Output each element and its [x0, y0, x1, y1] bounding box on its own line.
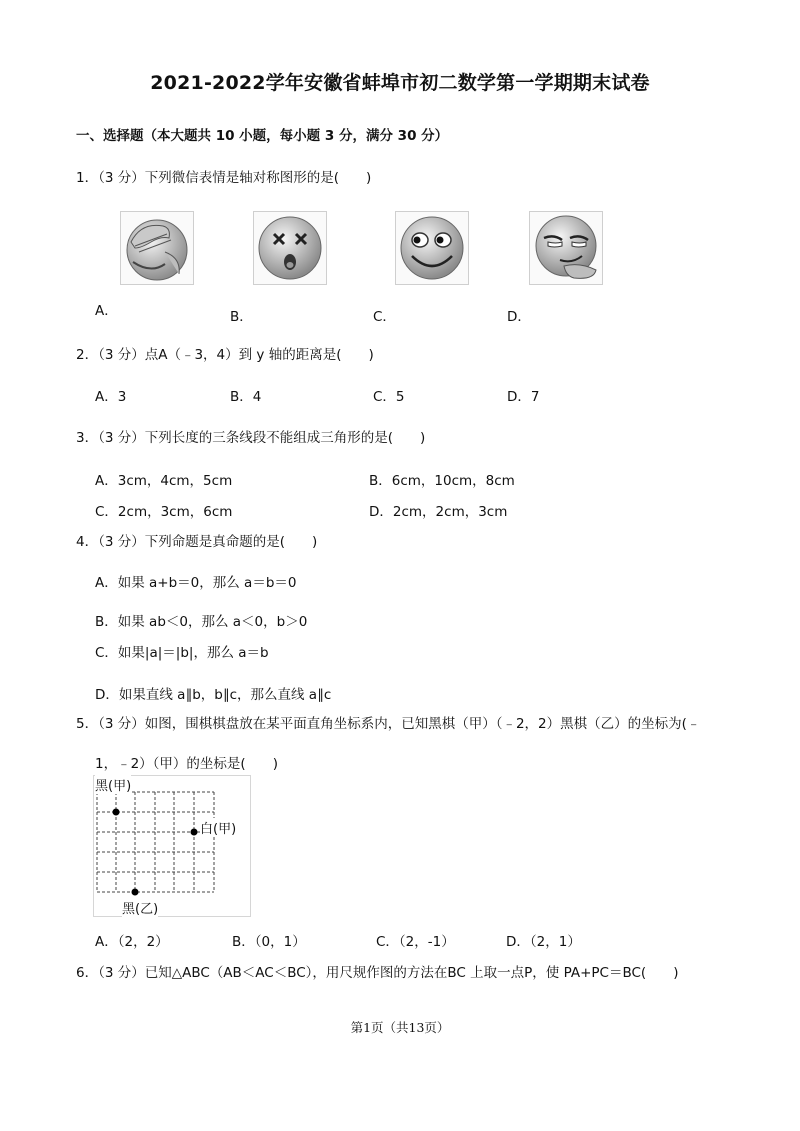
question-6-stem: 6．（3 分）已知△ABC（AB＜AC＜BC），用尺规作图的方法在BC 上取一点P，使 PA+PC＝BC( ): [76, 965, 679, 981]
black-stone-b: [132, 889, 139, 896]
question-5-option-b[interactable]: B．（0，1）: [232, 934, 306, 950]
question-4-stem: 4．（3 分）下列命题是真命题的是( ): [76, 534, 318, 550]
question-1-stem: 1．（3 分）下列微信表情是轴对称图形的是( ): [76, 170, 372, 186]
question-2-option-a[interactable]: A．3: [95, 389, 127, 405]
question-1-option-b[interactable]: B．: [230, 309, 253, 325]
go-board-grid: [94, 776, 250, 916]
question-2-option-b[interactable]: B．4: [230, 389, 262, 405]
page-title: 2021-2022学年安徽省蚌埠市初二数学第一学期期末试卷: [150, 72, 650, 94]
question-5-option-c[interactable]: C．（2，-1）: [376, 934, 455, 950]
question-2-option-c[interactable]: C．5: [373, 389, 405, 405]
question-4-option-c[interactable]: C．如果|a|＝|b|，那么 a＝b: [95, 645, 269, 661]
question-4-option-d[interactable]: D．如果直线 a∥b，b∥c，那么直线 a∥c: [95, 687, 332, 703]
question-5-option-a[interactable]: A．（2，2）: [95, 934, 169, 950]
face-covering-eyes-emoji: [120, 211, 194, 285]
question-5-stem-line-2: 1，﹣2）（甲）的坐标是( ): [95, 756, 278, 772]
smirking-face-icon: [530, 212, 602, 284]
question-5-option-d[interactable]: D．（2，1）: [506, 934, 581, 950]
white-stone-a: [191, 829, 198, 836]
smiling-face-emoji: [395, 211, 469, 285]
smiling-face-icon: [396, 212, 468, 284]
face-covering-eyes-icon: [121, 212, 193, 284]
question-5-stem-line-1: 5．（3 分）如图，围棋棋盘放在某平面直角坐标系内，已知黑棋（甲）（﹣2，2）黑棋（乙）的坐标为(﹣: [76, 716, 701, 732]
smirking-face-emoji: [529, 211, 603, 285]
question-1-option-c[interactable]: C．: [373, 309, 396, 325]
question-2-option-d[interactable]: D．7: [507, 389, 540, 405]
black-a-label: 黑(甲): [95, 775, 131, 794]
dizzy-face-icon: [254, 212, 326, 284]
question-1-option-d[interactable]: D．: [507, 309, 531, 325]
white-a-label: 白(甲): [200, 818, 236, 837]
question-4-option-a[interactable]: A．如果 a+b＝0，那么 a＝b＝0: [95, 575, 297, 591]
page-footer: 第1页（共13页）: [350, 1020, 450, 1035]
question-3-option-d[interactable]: D．2cm，2cm，3cm: [369, 504, 508, 520]
question-2-stem: 2．（3 分）点A（﹣3，4）到 y 轴的距离是( ): [76, 347, 374, 363]
go-board-figure: [93, 775, 251, 917]
question-1-option-a[interactable]: A．: [95, 303, 118, 319]
question-3-option-a[interactable]: A．3cm，4cm，5cm: [95, 473, 233, 489]
section-heading: 一、选择题（本大题共 10 小题，每小题 3 分，满分 30 分）: [76, 128, 449, 144]
black-stone-a: [113, 809, 120, 816]
question-4-option-b[interactable]: B．如果 ab＜0，那么 a＜0，b＞0: [95, 614, 308, 630]
question-3-stem: 3．（3 分）下列长度的三条线段不能组成三角形的是( ): [76, 430, 426, 446]
question-3-option-c[interactable]: C．2cm，3cm，6cm: [95, 504, 233, 520]
dizzy-face-emoji: [253, 211, 327, 285]
black-b-label: 黑(乙): [122, 898, 158, 917]
question-3-option-b[interactable]: B．6cm，10cm，8cm: [369, 473, 515, 489]
